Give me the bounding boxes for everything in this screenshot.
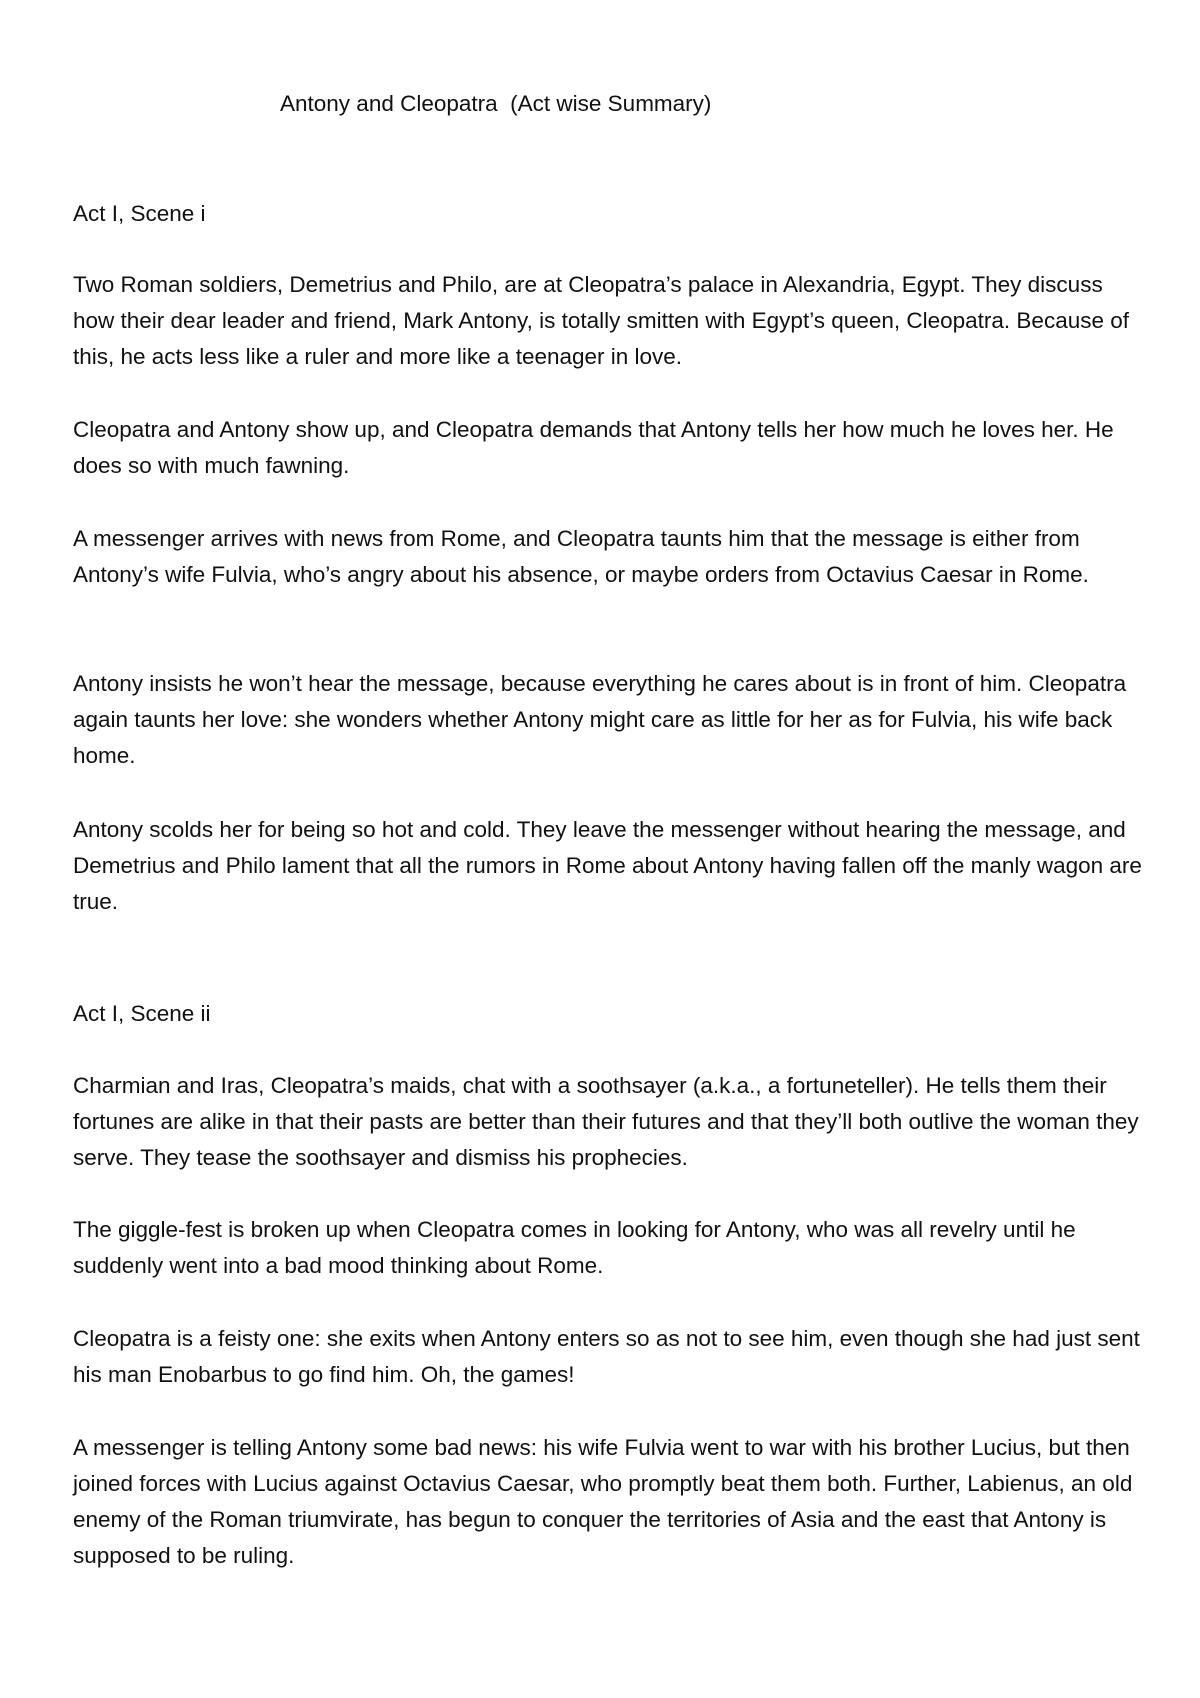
document-title: Antony and Cleopatra (Act wise Summary) xyxy=(280,91,712,116)
paragraph: Antony insists he won’t hear the message, because everything he cares about is in front of him. Cleopatra again taunts her love: she wonders whether Antony might care as little for her as for Fulvia, his wife back home. xyxy=(73,671,1127,768)
section-heading-act1-scene2: Act I, Scene ii xyxy=(73,1001,211,1026)
paragraph: Two Roman soldiers, Demetrius and Philo, are at Cleopatra’s palace in Alexandria, Egypt. They discuss how their dear leader and friend, Mark Antony, is totally smitten with Egypt’s queen, Cleopatra. Because of this, he acts less like a ruler and more like a teenager in love. xyxy=(73,272,1129,369)
paragraph: A messenger arrives with news from Rome, and Cleopatra taunts him that the message is either from Antony’s wife Fulvia, who’s angry about his absence, or maybe orders from Octavius Caesar in Rome. xyxy=(73,526,1089,587)
paragraph: A messenger is telling Antony some bad news: his wife Fulvia went to war with his brother Lucius, but then joined forces with Lucius against Octavius Caesar, who promptly beat them both. Further, Labienus, an old enemy of the Roman triumvirate, has begun to conquer the territories of Asia and the east that Antony is supposed to be ruling. xyxy=(73,1435,1133,1568)
paragraph: The giggle-fest is broken up when Cleopatra comes in looking for Antony, who was all revelry until he suddenly went into a bad mood thinking about Rome. xyxy=(73,1217,1076,1278)
paragraph: Charmian and Iras, Cleopatra’s maids, chat with a soothsayer (a.k.a., a fortuneteller). He tells them their fortunes are alike in that their pasts are better than their futures and that they’ll both outlive the woman they serve. They tease the soothsayer and dismiss his prophecies. xyxy=(73,1073,1139,1170)
paragraph: Cleopatra is a feisty one: she exits when Antony enters so as not to see him, even though she had just sent his man Enobarbus to go find him. Oh, the games! xyxy=(73,1326,1140,1387)
paragraph: Cleopatra and Antony show up, and Cleopatra demands that Antony tells her how much he loves her. He does so with much fawning. xyxy=(73,417,1114,478)
paragraph: Antony scolds her for being so hot and cold. They leave the messenger without hearing the message, and Demetrius and Philo lament that all the rumors in Rome about Antony having fallen off the manly wagon are true. xyxy=(73,817,1142,914)
section-heading-act1-scene1: Act I, Scene i xyxy=(73,201,206,226)
